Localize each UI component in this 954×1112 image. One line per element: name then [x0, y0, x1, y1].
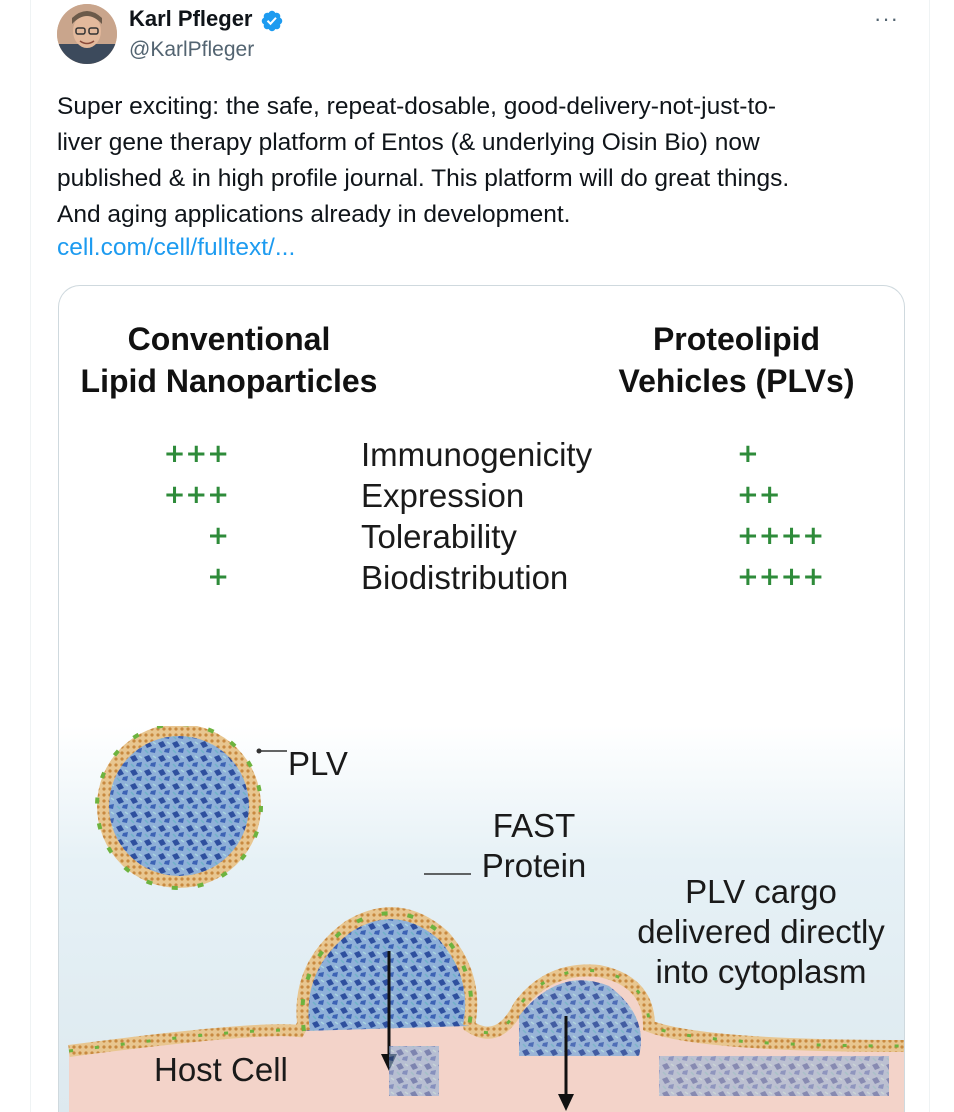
comparison-row: [59, 475, 905, 516]
lnp-score: +: [207, 521, 229, 551]
plv-pointer-dot: [257, 749, 262, 754]
tweet-text: [57, 89, 887, 233]
plv-particle: [97, 726, 261, 888]
plv-header: [604, 318, 869, 402]
comparison-row: [59, 557, 905, 598]
tweet-line: published & in high profile journal. This platform will do great things.: [57, 165, 790, 192]
lnp-header-line: Conventional: [127, 321, 331, 357]
author-handle[interactable]: @KarlPfleger: [129, 38, 255, 61]
comparison-row: [59, 434, 905, 475]
plv-score: ++++: [737, 562, 825, 592]
lnp-header: [69, 318, 389, 402]
lnp-header-line: Lipid Nanoparticles: [80, 363, 378, 399]
fast-label-line: Protein: [481, 847, 587, 884]
cargo-label-line: PLV cargo: [685, 873, 837, 910]
more-options-icon[interactable]: ···: [874, 6, 899, 31]
avatar[interactable]: [57, 4, 117, 64]
tweet-link[interactable]: cell.com/cell/fulltext/...: [57, 234, 296, 261]
author-name[interactable]: Karl Pfleger: [129, 6, 253, 31]
cargo-label-line: delivered directly: [637, 913, 885, 950]
tweet-line: And aging applications already in development.: [57, 201, 571, 228]
host-cell-label: Host Cell: [154, 1051, 288, 1088]
plv-header-line: Vehicles (PLVs): [618, 363, 855, 399]
attribute-label: Expression: [361, 477, 525, 514]
plv-score: ++: [737, 480, 781, 510]
verified-badge-icon: [260, 9, 284, 33]
attribute-label: Tolerability: [361, 518, 517, 555]
plv-score: ++++: [737, 521, 825, 551]
cargo-delivery-label: [626, 872, 896, 992]
tweet-media-image[interactable]: [58, 285, 905, 1112]
plv-header-line: Proteolipid: [652, 321, 821, 357]
attribute-label: Biodistribution: [361, 559, 569, 596]
attribute-label: Immunogenicity: [361, 436, 593, 473]
comparison-row: [59, 516, 905, 557]
plv-label: PLV: [288, 745, 348, 782]
lnp-score: +++: [163, 480, 229, 510]
fast-protein-label: [469, 806, 599, 886]
plv-score: +: [737, 439, 759, 469]
lnp-score: +++: [163, 439, 229, 469]
fast-label-line: FAST: [492, 807, 576, 844]
cargo-label-line: into cytoplasm: [655, 953, 867, 990]
tweet-line: Super exciting: the safe, repeat-dosable, good-delivery-not-just-to-: [57, 93, 777, 120]
tweet-line: liver gene therapy platform of Entos (& underlying Oisin Bio) now: [57, 129, 760, 156]
lnp-score: +: [207, 562, 229, 592]
